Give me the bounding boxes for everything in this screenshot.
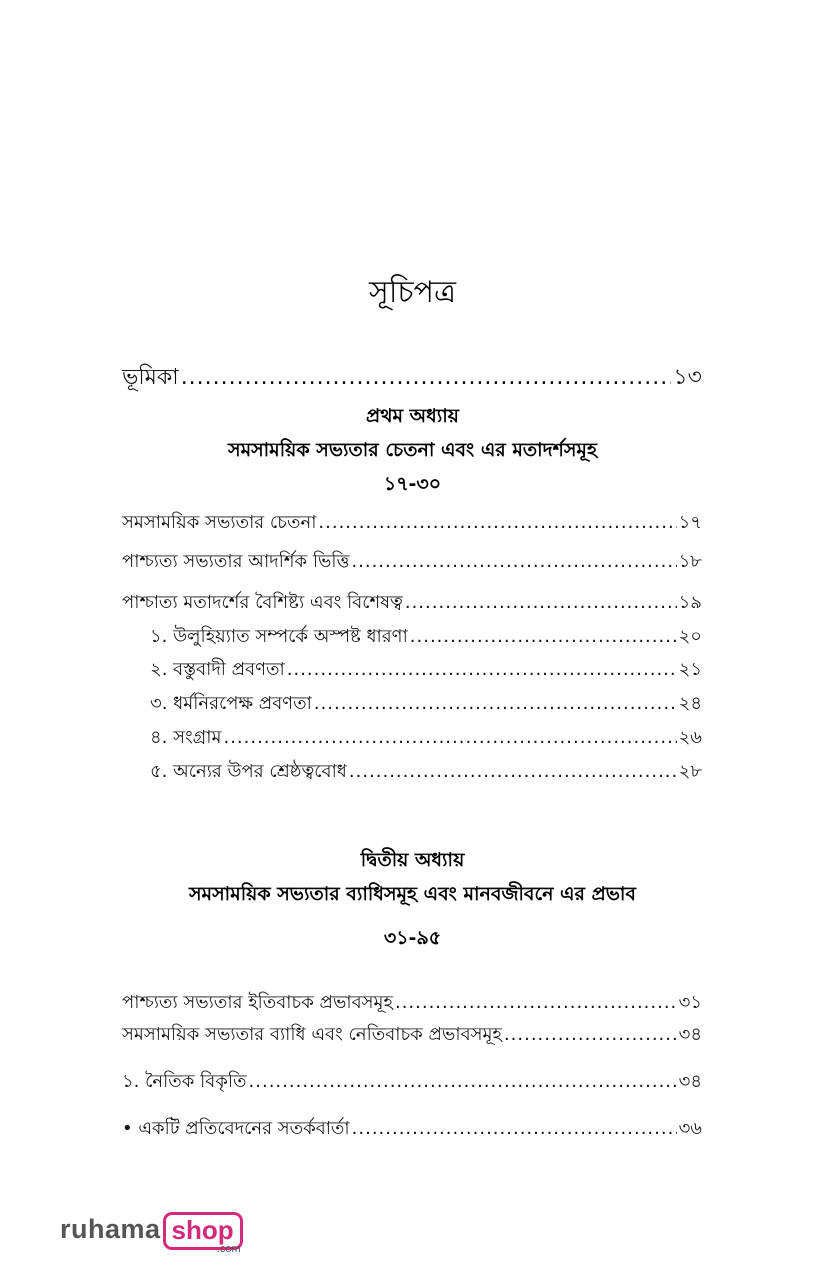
toc-page-number: ১৮ — [678, 551, 702, 572]
toc-entry — [122, 1067, 702, 1098]
toc-subentry — [150, 689, 702, 720]
toc-leader-dots — [351, 551, 676, 572]
toc-page-number: ২৬ — [678, 727, 702, 748]
toc-leader-dots — [410, 626, 677, 647]
page-title: সূচিপত্র — [369, 275, 456, 310]
toc-leader-dots — [395, 992, 677, 1013]
toc-leader-dots — [352, 1118, 677, 1139]
logo-shop-badge: shop — [163, 1212, 243, 1250]
toc-entry — [122, 508, 702, 539]
toc-page-number: ২১ — [678, 659, 702, 680]
toc-label: ২. বস্তুবাদী প্রবণতা — [150, 659, 285, 680]
toc-page-number: ৩৬ — [678, 1118, 702, 1139]
toc-label: সমসাময়িক সভ্যতার চেতনা — [122, 512, 317, 533]
toc-leader-dots — [223, 727, 676, 748]
chapter2-heading: দ্বিতীয় অধ্যায় — [360, 849, 465, 871]
toc-leader-dots — [349, 761, 677, 782]
chapter1-page-range: ১৭-৩০ — [383, 473, 442, 495]
toc-leader-dots — [181, 365, 672, 390]
toc-subentry — [150, 655, 702, 686]
chapter2-subtitle: সমসাময়িক সভ্যতার ব্যাধিসমূহ এবং মানবজীবনে এর প্রভাব — [188, 883, 636, 905]
toc-entry — [122, 547, 702, 578]
toc-page-number: ২৪ — [678, 693, 702, 714]
toc-label: সমসাময়িক সভ্যতার ব্যাধি এবং নেতিবাচক প্রভাবসমূহ — [122, 1024, 502, 1045]
toc-label: পাশ্চাত্য মতাদর্শের বৈশিষ্ট্য এবং বিশেষত্ব — [122, 592, 403, 613]
toc-page-number: ২৮ — [678, 761, 702, 782]
toc-page-number: ১৯ — [678, 592, 702, 613]
toc-page-number: ১৭ — [678, 512, 702, 533]
toc-page-number: ৩১ — [678, 992, 702, 1013]
toc-page-number: ১৩ — [673, 365, 702, 390]
toc-label: পাশ্চ্যত্য সভ্যতার আদর্শিক ভিত্তি — [122, 551, 350, 572]
toc-label: ভূমিকা — [122, 365, 179, 390]
chapter1-heading: প্রথম অধ্যায় — [366, 405, 459, 427]
toc-label: ১. উলুহিয়্যাত সম্পর্কে অস্পষ্ট ধারণা — [150, 626, 408, 647]
toc-leader-dots — [249, 1071, 677, 1092]
toc-entry — [122, 1114, 702, 1145]
toc-subentry — [150, 622, 702, 653]
chapter2-page-range: ৩১-৯৫ — [383, 927, 442, 949]
toc-label: • একটি প্রতিবেদনের সতর্কবার্তা — [122, 1118, 350, 1139]
toc-label: পাশ্চ্যত্য সভ্যতার ইতিবাচক প্রভাবসমূহ — [122, 992, 393, 1013]
toc-entry — [122, 588, 702, 619]
toc-entry — [122, 1020, 702, 1051]
toc-leader-dots — [318, 512, 676, 533]
toc-label: ৪. সংগ্রাম — [150, 727, 222, 748]
toc-leader-dots — [287, 659, 677, 680]
logo-wordmark: ruhama — [60, 1214, 161, 1244]
toc-entry — [122, 988, 702, 1019]
toc-subentry — [150, 757, 702, 788]
toc-leader-dots — [314, 693, 677, 714]
toc-page-number: ৩৪ — [678, 1071, 702, 1092]
toc-leader-dots — [504, 1024, 677, 1045]
toc-page-number: ৩৪ — [678, 1024, 702, 1045]
ruhamashop-logo — [60, 1212, 243, 1255]
toc-label: ১. নৈতিক বিকৃতি — [122, 1071, 247, 1092]
logo-domain-suffix: .com — [216, 1243, 241, 1255]
toc-subentry — [150, 723, 702, 754]
toc-leader-dots — [405, 592, 677, 613]
toc-label: ৫. অন্যের উপর শ্রেষ্ঠত্ববোধ — [150, 761, 347, 782]
toc-label: ৩. ধর্মনিরপেক্ষ প্রবণতা — [150, 693, 312, 714]
toc-page-number: ২০ — [678, 626, 702, 647]
chapter1-subtitle: সমসাময়িক সভ্যতার চেতনা এবং এর মতাদর্শসমূহ — [228, 439, 597, 461]
toc-entry-intro — [122, 360, 702, 397]
